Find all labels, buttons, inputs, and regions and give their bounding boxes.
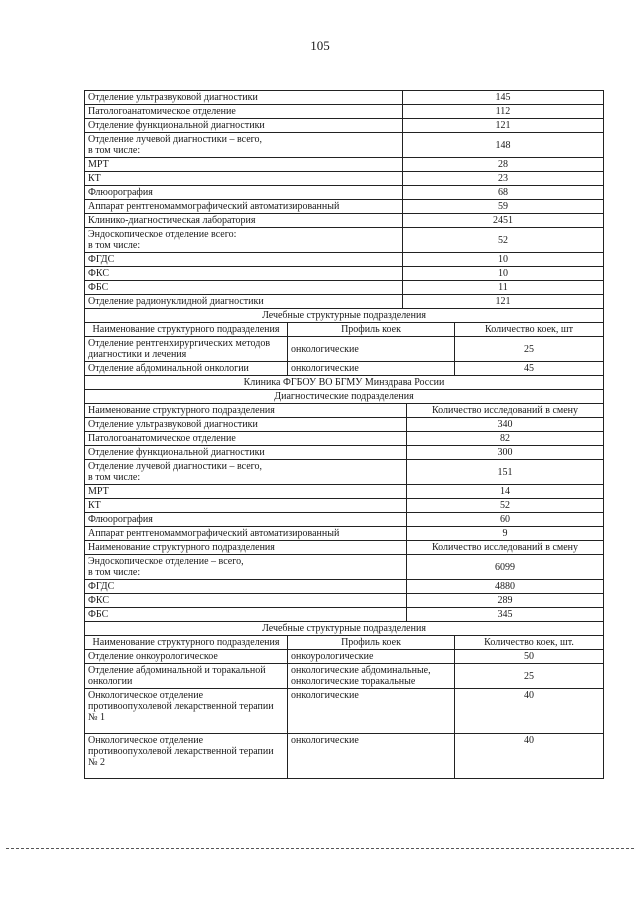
row-name: Аппарат рентгеномаммографический автоматизированный	[85, 200, 403, 213]
row-value: 52	[500, 500, 510, 511]
row-count: 40	[524, 690, 534, 701]
row-count: 25	[524, 670, 534, 682]
row-profile: онкологические	[288, 362, 455, 375]
row-value: 11	[498, 282, 508, 293]
row-name	[85, 228, 403, 252]
row-name-line1: Эндоскопическое отделение – всего,	[88, 556, 244, 567]
header-count: Количество коек, шт	[485, 324, 573, 335]
section-title: Лечебные структурные подразделения	[85, 622, 603, 636]
row-value: 6099	[495, 561, 515, 573]
row-name: Клинико-диагностическая лаборатория	[85, 214, 403, 227]
row-name: Патологоанатомическое отделение	[85, 432, 407, 445]
table-row	[85, 362, 603, 376]
row-value: 60	[500, 514, 510, 525]
table-row	[85, 499, 603, 513]
table-row	[85, 186, 603, 200]
header-name: Наименование структурного подразделения	[85, 541, 407, 554]
row-name: Отделение радионуклидной диагностики	[85, 295, 403, 308]
document-table	[84, 90, 604, 779]
row-name: ФКС	[85, 594, 407, 607]
header-count: Количество коек, шт.	[484, 637, 574, 648]
table-row	[85, 432, 603, 446]
header-name: Наименование структурного подразделения	[85, 323, 288, 336]
table-row	[85, 253, 603, 267]
row-name	[85, 460, 407, 484]
header-profile: Профиль коек	[288, 323, 455, 336]
table-row	[85, 228, 603, 253]
table-row	[85, 485, 603, 499]
table-row	[85, 580, 603, 594]
row-value: 2451	[493, 215, 513, 226]
row-value: 289	[497, 595, 513, 606]
row-name: Отделение абдоминальной онкологии	[85, 362, 288, 375]
table-row	[85, 172, 603, 186]
row-name: ФБС	[85, 608, 407, 621]
row-profile: онкологические	[288, 337, 455, 361]
table-row	[85, 527, 603, 541]
table-header-row	[85, 636, 603, 650]
header-profile: Профиль коек	[288, 636, 455, 649]
row-name-line2: в том числе:	[88, 567, 141, 578]
row-name-line2: в том числе:	[88, 145, 141, 156]
row-profile: онкологические	[288, 734, 455, 778]
table-row	[85, 295, 603, 309]
row-name-line2: в том числе:	[88, 472, 141, 483]
row-value: 300	[497, 447, 513, 458]
row-name: ФКС	[85, 267, 403, 280]
table-row	[85, 608, 603, 622]
table-row	[85, 267, 603, 281]
row-name: МРТ	[85, 158, 403, 171]
row-value: 14	[500, 486, 510, 497]
header-name: Наименование структурного подразделения	[85, 636, 288, 649]
row-name-line1: Эндоскопическое отделение всего:	[88, 229, 237, 240]
table-header-row	[85, 404, 603, 418]
row-name: Аппарат рентгеномаммографический автоматизированный	[85, 527, 407, 540]
row-value: 4880	[495, 581, 515, 592]
table-row	[85, 418, 603, 432]
row-value: 10	[498, 254, 508, 265]
row-value: 9	[502, 528, 508, 539]
header-value: Количество исследований в смену	[431, 405, 579, 416]
row-name	[85, 133, 403, 157]
row-name	[85, 555, 407, 579]
row-name-line1: Отделение лучевой диагностики – всего,	[88, 134, 262, 145]
row-name: МРТ	[85, 485, 407, 498]
row-value: 145	[495, 92, 511, 103]
row-value: 10	[498, 268, 508, 279]
row-name: ФГДС	[85, 580, 407, 593]
table-row	[85, 513, 603, 527]
row-profile: онкологические	[288, 689, 455, 733]
table-header-row	[85, 323, 603, 337]
header-value: Количество исследований в смену	[431, 542, 579, 553]
section-title: Лечебные структурные подразделения	[85, 309, 603, 323]
row-name-line1: Отделение лучевой диагностики – всего,	[88, 461, 262, 472]
row-name: Отделение абдоминальной и торакальной онкологии	[85, 664, 288, 688]
clinic-title: Клиника ФГБОУ ВО БГМУ Минздрава России	[85, 376, 603, 390]
row-name: Отделение ультразвуковой диагностики	[85, 418, 407, 431]
table-row	[85, 133, 603, 158]
table-row	[85, 734, 603, 779]
row-value: 148	[495, 139, 511, 151]
row-name: КТ	[85, 172, 403, 185]
row-value: 59	[498, 201, 508, 212]
row-profile: онкоурологические	[288, 650, 455, 663]
row-name: Отделение рентгенхирургических методов диагностики и лечения	[85, 337, 288, 361]
row-value: 121	[495, 296, 511, 307]
row-value: 112	[495, 106, 511, 117]
row-name: Онкологическое отделение противоопухолевой лекарственной терапии № 2	[85, 734, 288, 778]
row-name: Отделение онкоурологическое	[85, 650, 288, 663]
row-value: 121	[495, 120, 511, 131]
table-header-row	[85, 541, 603, 555]
row-value: 82	[500, 433, 510, 444]
row-count: 50	[524, 651, 534, 662]
row-name: ФГДС	[85, 253, 403, 266]
row-name: Патологоанатомическое отделение	[85, 105, 403, 118]
table-row	[85, 460, 603, 485]
table-row	[85, 594, 603, 608]
row-name: Флюорография	[85, 513, 407, 526]
table-row	[85, 158, 603, 172]
row-value: 52	[498, 234, 508, 246]
row-name: Отделение функциональной диагностики	[85, 446, 407, 459]
row-value: 340	[497, 419, 513, 430]
table-row	[85, 91, 603, 105]
row-value: 28	[498, 159, 508, 170]
row-count: 40	[524, 735, 534, 746]
row-count: 45	[524, 363, 534, 374]
row-profile: онкологические абдоминальные, онкологические торакальные	[288, 664, 455, 688]
row-name: Онкологическое отделение противоопухолевой лекарственной терапии № 1	[85, 689, 288, 733]
section-title: Диагностические подразделения	[85, 390, 603, 404]
row-value: 23	[498, 173, 508, 184]
table-row	[85, 119, 603, 133]
row-name: ФБС	[85, 281, 403, 294]
table-row	[85, 337, 603, 362]
row-name-line2: в том числе:	[88, 240, 141, 251]
header-name: Наименование структурного подразделения	[85, 404, 407, 417]
table-row	[85, 105, 603, 119]
page-number: 105	[310, 38, 330, 53]
row-name: Флюорография	[85, 186, 403, 199]
table-row	[85, 650, 603, 664]
row-value: 345	[497, 609, 513, 620]
table-row	[85, 200, 603, 214]
table-row	[85, 664, 603, 689]
table-row	[85, 281, 603, 295]
row-name: Отделение ультразвуковой диагностики	[85, 91, 403, 104]
row-value: 151	[497, 466, 513, 478]
row-name: КТ	[85, 499, 407, 512]
row-count: 25	[524, 343, 534, 355]
table-row	[85, 446, 603, 460]
table-row	[85, 555, 603, 580]
row-name: Отделение функциональной диагностики	[85, 119, 403, 132]
footer-divider	[6, 848, 634, 849]
table-row	[85, 214, 603, 228]
table-row	[85, 689, 603, 734]
row-value: 68	[498, 187, 508, 198]
